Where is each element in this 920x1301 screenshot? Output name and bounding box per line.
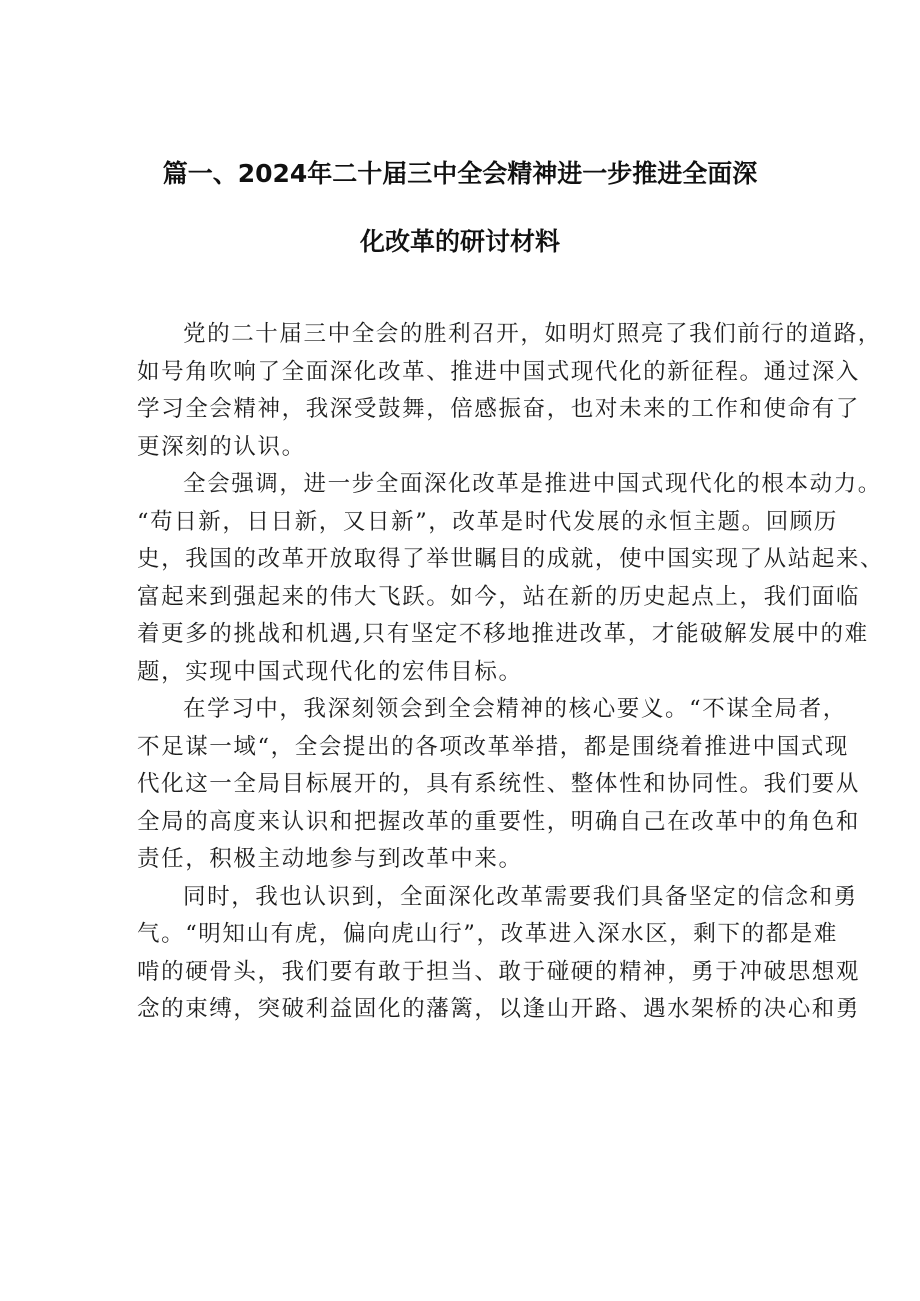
paragraph-4-line-3: 啃的硬骨头，我们要有敢于担当、敢于碰硬的精神，勇于冲破思想观 <box>137 958 861 985</box>
paragraph-1-line-4: 更深刻的认识。 <box>137 433 306 460</box>
paragraph-3-line-5: 责任，积极主动地参与到改革中来。 <box>137 846 523 872</box>
paragraph-3-line-2: 不足谋一域“，全会提出的各项改革举措，都是围绕着推进中国式现 <box>137 733 850 760</box>
paragraph-3-line-4: 全局的高度来认识和把握改革的重要性，明确自己在改革中的角色和 <box>137 808 861 835</box>
document-title-line-1: 篇一、2024年二十届三中全会精神进一步推进全面深 <box>162 159 758 188</box>
paragraph-1-line-2: 如号角吹响了全面深化改革、推进中国式现代化的新征程。通过深入 <box>137 358 861 385</box>
paragraph-3-line-3: 代化这一全局目标展开的，具有系统性、整体性和协同性。我们要从 <box>137 771 861 797</box>
paragraph-2-line-5: 着更多的挑战和机遇,只有坚定不移地推进改革，才能破解发展中的难 <box>137 621 869 647</box>
paragraph-3-line-1: 在学习中，我深刻领会到全会精神的核心要义。“不谋全局者， <box>183 696 847 722</box>
paragraph-2-line-6: 题，实现中国式现代化的宏伟目标。 <box>137 658 523 685</box>
document-body <box>137 316 885 1029</box>
paragraph-1-line-1: 党的二十届三中全会的胜利召开，如明灯照亮了我们前行的道路， <box>183 321 882 347</box>
paragraph-4-line-2: 气。“明知山有虎，偏向虎山行”，改革进入深水区，剩下的都是难 <box>137 921 839 947</box>
paragraph-2-line-3: 史，我国的改革开放取得了举世瞩目的成就，使中国实现了从站起来、 <box>137 546 885 572</box>
paragraph-4-line-1: 同时，我也认识到，全面深化改革需要我们具备坚定的信念和勇 <box>183 883 858 910</box>
paragraph-2-line-2: “苟日新，日日新，又日新”，改革是时代发展的永恒主题。回顾历 <box>137 508 839 535</box>
paragraph-1-line-3: 学习全会精神，我深受鼓舞，倍感振奋，也对未来的工作和使命有了 <box>137 396 861 422</box>
paragraph-2-line-1: 全会强调，进一步全面深化改革是推进中国式现代化的根本动力。 <box>183 471 882 497</box>
paragraph-4-line-4: 念的束缚，突破利益固化的藩篱，以逢山开路、遇水架桥的决心和勇 <box>137 996 861 1022</box>
paragraph-2-line-4: 富起来到强起来的伟大飞跃。如今，站在新的历史起点上，我们面临 <box>137 583 861 610</box>
document-title-line-2: 化改革的研讨材料 <box>359 227 560 256</box>
